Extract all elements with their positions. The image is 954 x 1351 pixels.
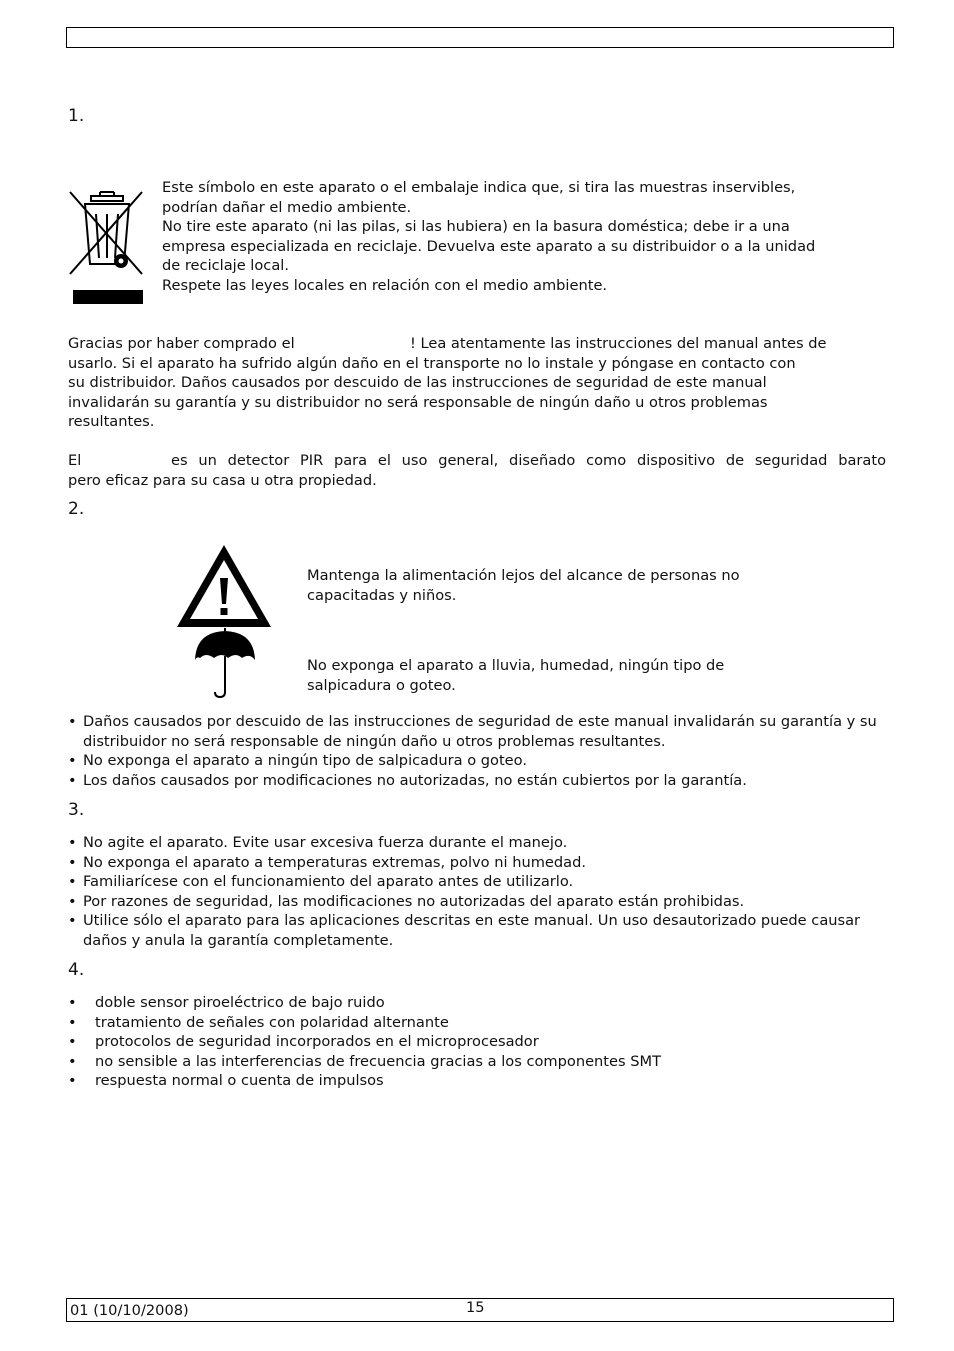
- weee-notice: [162, 178, 892, 295]
- section-number-3: 3.: [68, 800, 85, 820]
- list-item: • Por razones de seguridad, las modificaciones no autorizadas del aparato están prohibidas.: [68, 892, 886, 912]
- list-item: • tratamiento de señales con polaridad alternante: [68, 1013, 886, 1033]
- warning-triangle-icon: [174, 542, 274, 630]
- thanks-line: resultantes.: [68, 413, 155, 430]
- warning-notice: [307, 566, 867, 605]
- warning-line: Mantenga la alimentación lejos del alcance de personas no: [307, 567, 740, 584]
- weee-bin-icon: [66, 188, 148, 308]
- list-item: • respuesta normal o cuenta de impulsos: [68, 1071, 886, 1091]
- thanks-line: su distribuidor. Daños causados por descuido de las instrucciones de seguridad de este manual: [68, 374, 767, 391]
- weee-line: Este símbolo en este aparato o el embalaje indica que, si tira las muestras inservibles,: [162, 179, 796, 196]
- list-item: • Los daños causados por modificaciones no autorizadas, no están cubiertos por la garantía.: [68, 771, 886, 791]
- weee-line: Respete las leyes locales en relación con el medio ambiente.: [162, 276, 608, 294]
- umbrella-icon: [192, 628, 258, 700]
- list-item: • No exponga el aparato a temperaturas extremas, polvo ni humedad.: [68, 853, 886, 873]
- description-paragraph: [68, 451, 886, 490]
- features-bullet-list: [68, 993, 886, 1091]
- list-item: • Utilice sólo el aparato para las aplicaciones descritas en este manual. Un uso desautorizado puede causar daños y anula la garantía completamente.: [68, 911, 886, 950]
- weee-line: podrían dañar el medio ambiente.: [162, 198, 412, 216]
- weee-line: de reciclaje local.: [162, 257, 289, 274]
- list-item: • no sensible a las interferencias de frecuencia gracias a los componentes SMT: [68, 1052, 886, 1072]
- page-number: 15: [466, 1299, 485, 1316]
- weee-line: empresa especializada en reciclaje. Devuelva este aparato a su distribuidor o a la unidad: [162, 237, 816, 255]
- section-number-4: 4.: [68, 960, 85, 980]
- list-item: • Familiarícese con el funcionamiento del aparato antes de utilizarlo.: [68, 872, 886, 892]
- footer-version: 01 (10/10/2008): [70, 1302, 189, 1319]
- list-item: • No exponga el aparato a ningún tipo de salpicadura o goteo.: [68, 751, 886, 771]
- description-line: pero eficaz para su casa u otra propiedad.: [68, 471, 377, 489]
- weee-line: No tire este aparato (ni las pilas, si las hubiera) en la basura doméstica; debe ir a una: [162, 218, 790, 235]
- list-item: • doble sensor piroeléctrico de bajo ruido: [68, 993, 886, 1013]
- description-text-end: es un detector PIR para el uso general, diseñado como dispositivo de seguridad barato: [171, 452, 886, 469]
- thanks-line: invalidarán su garantía y su distribuidor no será responsable de ningún daño u otros problemas: [68, 393, 768, 411]
- list-item: • protocolos de seguridad incorporados en el microprocesador: [68, 1032, 886, 1052]
- guidelines-bullet-list: [68, 833, 886, 950]
- thanks-text-end: ! Lea atentamente las instrucciones del manual antes de: [410, 335, 827, 352]
- thanks-line: usarlo. Si el aparato ha sufrido algún daño en el transporte no lo instale y póngase en contacto con: [68, 354, 796, 372]
- rain-notice: [307, 656, 867, 695]
- description-text-start: El: [68, 452, 82, 469]
- rain-line: No exponga el aparato a lluvia, humedad, ningún tipo de: [307, 657, 725, 674]
- section-number-1: 1.: [68, 106, 85, 126]
- page-header-box: [66, 27, 894, 48]
- section-number-2: 2.: [68, 499, 85, 519]
- thanks-text-start: Gracias por haber comprado el: [68, 335, 295, 352]
- rain-line: salpicadura o goteo.: [307, 676, 456, 694]
- safety-bullet-list: [68, 712, 886, 790]
- list-item: • Daños causados por descuido de las instrucciones de seguridad de este manual invalidarán su garantía y su distribuidor no será responsable de ningún daño u otros problemas resultantes.: [68, 712, 886, 751]
- list-item: • No agite el aparato. Evite usar excesiva fuerza durante el manejo.: [68, 833, 886, 853]
- thanks-paragraph: [68, 334, 886, 432]
- warning-line: capacitadas y niños.: [307, 586, 457, 604]
